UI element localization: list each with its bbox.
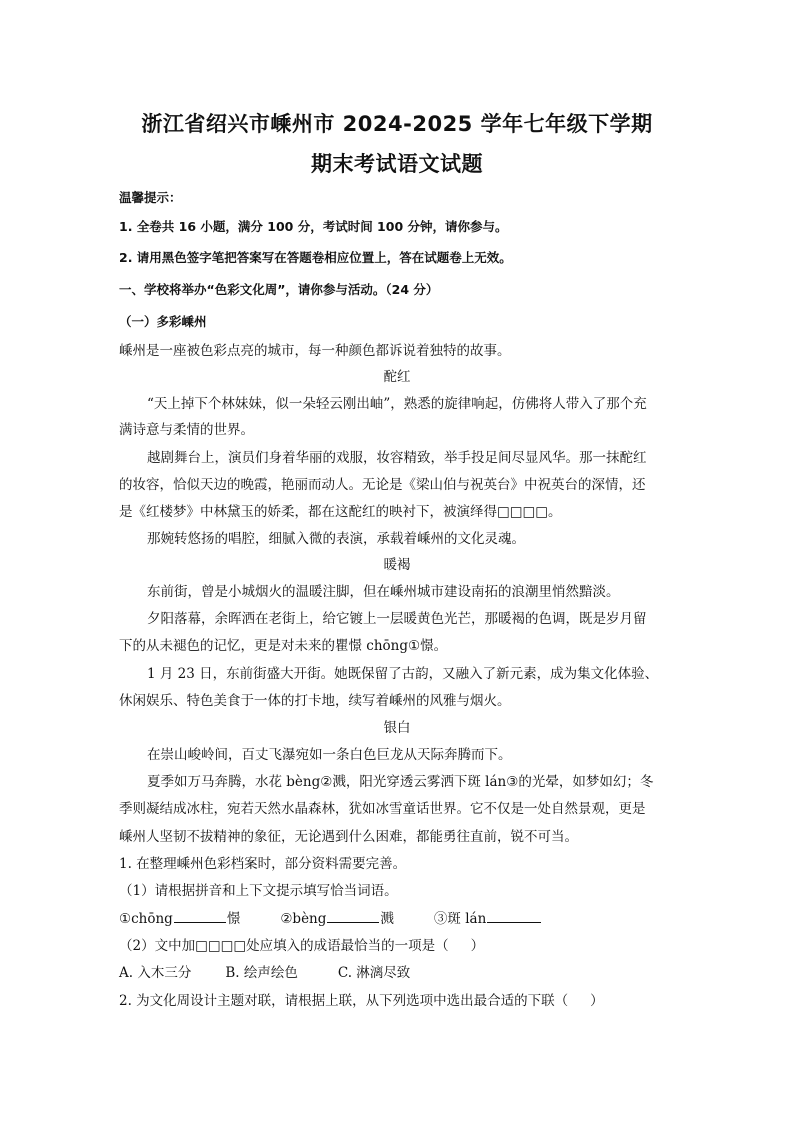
red-paragraph-2-line-3: 是《红楼梦》中林黛玉的娇柔，都在这酡红的映衬下，被演绎得□□□□。 bbox=[119, 504, 562, 520]
silver-paragraph-2-line-2: 季则凝结成冰柱，宛若天然水晶森林，犹如冰雪童话世界。它不仅是一处自然景观，更是 bbox=[119, 801, 646, 817]
options-row bbox=[119, 964, 410, 982]
blank-2-line[interactable] bbox=[327, 910, 379, 923]
notice-item-1: 1. 全卷共 16 小题，满分 100 分，考试时间 100 分钟，请你参与。 bbox=[119, 219, 508, 234]
warm-paragraph-2-line-1: 夕阳落幕，余晖洒在老街上，给它镀上一层暖黄色光芒，那暖褐的色调，既是岁月留 bbox=[147, 611, 647, 627]
section-title-silver: 银白 bbox=[383, 720, 411, 736]
page-title-line1: 浙江省绍兴市嵊州市 2024-2025 学年七年级下学期 bbox=[141, 112, 653, 136]
warm-paragraph-3-line-2: 休闲娱乐、特色美食于一体的打卡地，续写着嵊州的风雅与烟火。 bbox=[119, 693, 511, 709]
option-a[interactable]: A. 入木三分 bbox=[119, 965, 192, 981]
sub-section-heading: （一）多彩嵊州 bbox=[119, 314, 207, 329]
red-paragraph-3: 那婉转悠扬的唱腔，细腻入微的表演，承载着嵊州的文化灵魂。 bbox=[147, 531, 525, 547]
blank-3-prefix: ③斑 lán bbox=[433, 911, 487, 927]
section-title-warm: 暖褐 bbox=[383, 557, 411, 573]
red-paragraph-1-line-1: “天上掉下个林妹妹，似一朵轻云刚出岫”，熟悉的旋律响起，仿佛将人带入了那个充 bbox=[147, 396, 647, 412]
red-paragraph-2-line-2: 的妆容，恰似天边的晚霞，艳丽而动人。无论是《梁山伯与祝英台》中祝英台的深情，还 bbox=[119, 477, 646, 493]
intro-paragraph: 嵊州是一座被色彩点亮的城市，每一种颜色都诉说着独特的故事。 bbox=[119, 343, 511, 359]
notice-heading: 温馨提示： bbox=[119, 190, 182, 205]
silver-paragraph-2-line-1: 夏季如万马奔腾，水花 bèng②溅，阳光穿透云雾洒下斑 lán③的光晕，如梦如幻；冬 bbox=[147, 774, 654, 790]
silver-paragraph-1: 在崇山峻岭间，百丈飞瀑宛如一条白色巨龙从天际奔腾而下。 bbox=[147, 747, 512, 763]
silver-paragraph-2-line-3: 嵊州人坚韧不拔精神的象征，无论遇到什么困难，都能勇往直前，锐不可当。 bbox=[119, 829, 578, 845]
question-1-part-2 bbox=[119, 937, 484, 955]
red-paragraph-2-line-1: 越剧舞台上，演员们身着华丽的戏服，妆容精致，举手投足间尽显风华。那一抹酡红 bbox=[147, 450, 647, 466]
question-2-text: 2. 为文化周设计主题对联，请根据上联，从下列选项中选出最合适的下联（ bbox=[119, 993, 569, 1009]
question-1-part-2-text: （2）文中加□□□□处应填入的成语最恰当的一项是（ bbox=[119, 938, 449, 954]
red-paragraph-1-line-2: 满诗意与柔情的世界。 bbox=[119, 422, 254, 438]
notice-item-2: 2. 请用黑色签字笔把答案写在答题卷相应位置上，答在试题卷上无效。 bbox=[119, 250, 512, 265]
question-1-part-2-close: ） bbox=[470, 938, 485, 954]
question-2 bbox=[119, 992, 604, 1010]
fill-blank-row bbox=[119, 910, 542, 928]
blank-2-prefix: ②bèng bbox=[280, 911, 327, 927]
blank-1-prefix: ①chōng bbox=[119, 911, 173, 927]
blank-2-suffix: 溅 bbox=[380, 911, 394, 927]
question-1-part-1: （1）请根据拼音和上下文提示填写恰当词语。 bbox=[119, 883, 398, 899]
blank-1-line[interactable] bbox=[174, 910, 226, 923]
option-c[interactable]: C. 淋漓尽致 bbox=[337, 965, 411, 981]
warm-paragraph-3-line-1: 1 月 23 日，东前街盛大开街。她既保留了古韵，又融入了新元素，成为集文化体验、 bbox=[147, 666, 659, 682]
question-2-close: ） bbox=[590, 993, 604, 1009]
page-title-line2: 期末考试语文试题 bbox=[311, 152, 483, 176]
warm-paragraph-2-line-2: 下的从未褪色的记忆，更是对未来的瞿憬 chōng①憬。 bbox=[119, 638, 448, 654]
section-title-red: 酡红 bbox=[383, 369, 411, 385]
blank-1-suffix: 憬 bbox=[226, 911, 241, 927]
question-1: 1. 在整理嵊州色彩档案时，部分资料需要完善。 bbox=[119, 856, 407, 872]
warm-paragraph-1: 东前街，曾是小城烟火的温暖注脚，但在嵊州城市建设南拓的浪潮里悄然黯淡。 bbox=[147, 584, 620, 600]
blank-3-line[interactable] bbox=[487, 910, 541, 923]
option-b[interactable]: B. 绘声绘色 bbox=[225, 965, 298, 981]
section-heading: 一、学校将举办“色彩文化周”，请你参与活动。（24 分） bbox=[119, 282, 439, 297]
